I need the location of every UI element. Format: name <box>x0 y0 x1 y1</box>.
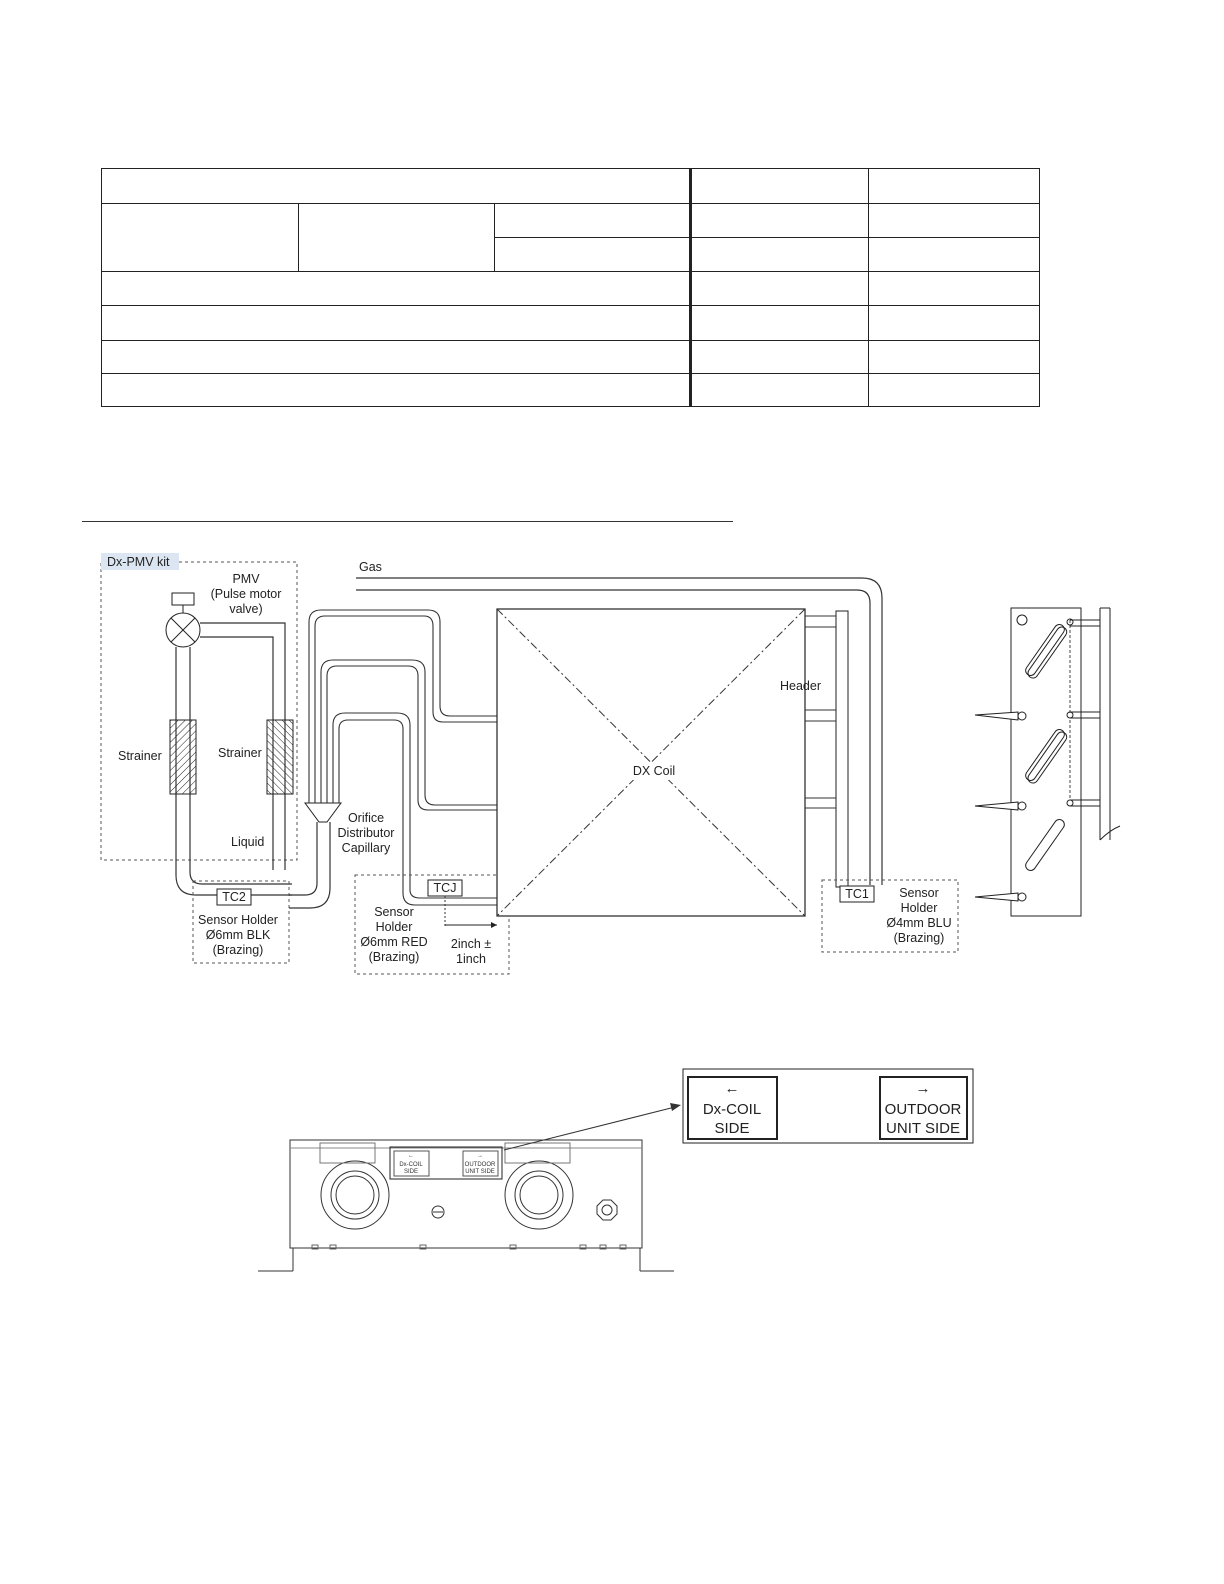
tc1-holder-1: Sensor <box>899 886 939 900</box>
header <box>836 611 848 887</box>
tcj-holder-3: Ø6mm RED <box>360 935 428 949</box>
tcj-label: TCJ <box>433 881 457 895</box>
tc2-holder-2: Ø6mm BLK <box>205 928 271 942</box>
outdoor-side-label-1: OUTDOOR <box>884 1101 962 1118</box>
strainer-left-label: Strainer <box>118 749 162 763</box>
strainer-right-label: Strainer <box>218 746 262 760</box>
small-left-label-2: SIDE <box>403 1169 419 1175</box>
dx-coil-side-label-2: SIDE <box>714 1120 750 1137</box>
tcj-holder-1: Sensor <box>374 905 414 919</box>
right-arrow-icon: → <box>915 1080 931 1097</box>
coil-side-view <box>975 608 1120 916</box>
small-right-label-1: OUTDOOR <box>464 1162 496 1168</box>
tc2-holder-3: (Brazing) <box>212 943 264 957</box>
tcj-holder-4: (Brazing) <box>368 950 420 964</box>
strainer-right <box>267 720 293 794</box>
small-right-arrow: → <box>477 1153 483 1159</box>
small-right-label-2: UNIT SIDE <box>465 1169 495 1175</box>
pmv-label-3: valve) <box>229 602 263 616</box>
tc1-holder-3: Ø4mm BLU <box>886 916 952 930</box>
tcj-holder-2: Holder <box>375 920 413 934</box>
liquid-label: Liquid <box>231 835 265 849</box>
header-label: Header <box>780 679 821 693</box>
pmv-actuator <box>172 593 194 605</box>
tcj-dist-2: 1inch <box>456 952 486 966</box>
strainer-left <box>170 720 196 794</box>
small-left-arrow: ← <box>408 1153 414 1159</box>
orifice-label-1: Orifice <box>347 811 385 825</box>
capillary-tubes <box>309 610 497 905</box>
tc1-holder-2: Holder <box>900 901 938 915</box>
orifice-label-2: Distributor <box>337 826 395 840</box>
tc2-holder-1: Sensor Holder <box>198 913 278 927</box>
gas-label: Gas <box>359 560 382 574</box>
orifice-label-3: Capillary <box>341 841 391 855</box>
outdoor-side-label-2: UNIT SIDE <box>886 1120 960 1137</box>
dx-coil-side-label-1: Dx-COIL <box>702 1101 762 1118</box>
tcj-dist-1: 2inch ± <box>450 937 492 951</box>
pmv-label-1: PMV <box>232 572 260 586</box>
small-left-label-1: Dx-COIL <box>399 1162 423 1168</box>
header-tubes <box>805 616 836 808</box>
kit-label: Dx-PMV kit <box>107 555 170 569</box>
left-arrow-icon: ← <box>724 1080 740 1097</box>
pmv-label-2: (Pulse motor <box>210 587 282 601</box>
tc2-label: TC2 <box>222 890 246 904</box>
tc1-label: TC1 <box>845 887 869 901</box>
orifice-distributor <box>305 803 341 822</box>
tc1-holder-4: (Brazing) <box>893 931 945 945</box>
dx-coil-label: DX Coil <box>632 764 676 778</box>
pmv-unit-drawing <box>258 1140 674 1271</box>
pmv-kit-box <box>101 562 297 860</box>
